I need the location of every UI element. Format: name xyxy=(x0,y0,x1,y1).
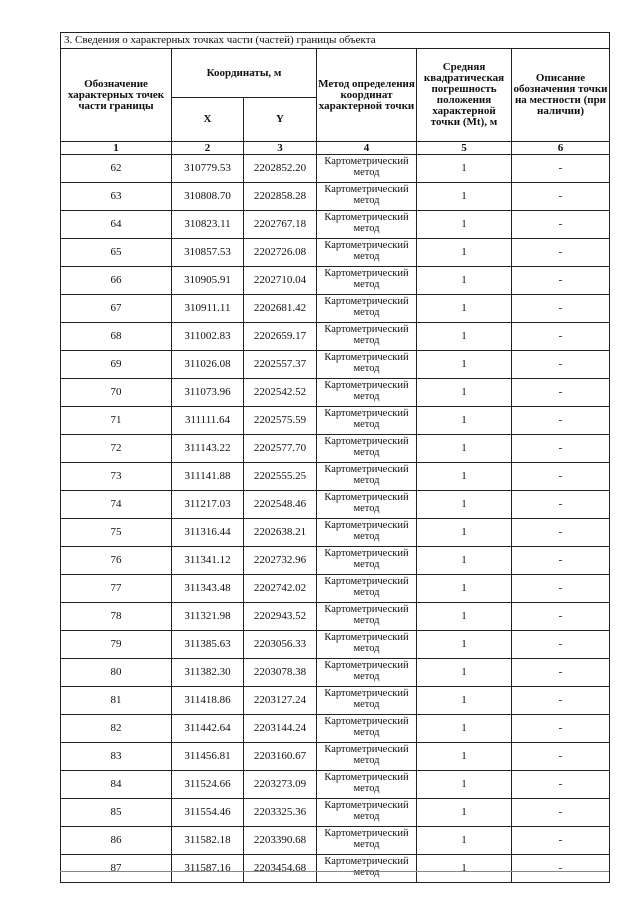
x-coordinate-cell: 311418.86 xyxy=(172,687,244,715)
error-cell: 1 xyxy=(417,211,512,239)
table-row xyxy=(61,827,610,855)
x-coordinate-cell: 311343.48 xyxy=(172,575,244,603)
error-cell: 1 xyxy=(417,183,512,211)
boundary-points-table xyxy=(60,32,610,883)
description-cell: - xyxy=(512,827,610,855)
point-id-cell: 64 xyxy=(61,211,172,239)
y-coordinate-cell: 2202548.46 xyxy=(244,491,317,519)
point-id-cell: 81 xyxy=(61,687,172,715)
point-id-cell: 71 xyxy=(61,407,172,435)
method-cell: Картометрический метод xyxy=(317,295,417,323)
point-id-cell: 67 xyxy=(61,295,172,323)
error-cell: 1 xyxy=(417,519,512,547)
point-id-cell: 87 xyxy=(61,855,172,883)
description-cell: - xyxy=(512,855,610,883)
method-cell: Картометрический метод xyxy=(317,603,417,631)
method-cell: Картометрический метод xyxy=(317,407,417,435)
table-row xyxy=(61,155,610,183)
error-cell: 1 xyxy=(417,547,512,575)
y-coordinate-cell: 2202858.28 xyxy=(244,183,317,211)
method-cell: Картометрический метод xyxy=(317,799,417,827)
header-method: Метод определения координат характерной точки xyxy=(317,49,417,142)
point-id-cell: 80 xyxy=(61,659,172,687)
table-row xyxy=(61,575,610,603)
y-coordinate-cell: 2203144.24 xyxy=(244,715,317,743)
description-cell: - xyxy=(512,183,610,211)
point-id-cell: 84 xyxy=(61,771,172,799)
header-x: X xyxy=(172,98,244,142)
x-coordinate-cell: 310823.11 xyxy=(172,211,244,239)
table-row xyxy=(61,799,610,827)
y-coordinate-cell: 2202767.18 xyxy=(244,211,317,239)
table-row xyxy=(61,603,610,631)
table-row xyxy=(61,183,610,211)
y-coordinate-cell: 2202575.59 xyxy=(244,407,317,435)
description-cell: - xyxy=(512,155,610,183)
table-row xyxy=(61,295,610,323)
column-number: 2 xyxy=(172,142,244,155)
description-cell: - xyxy=(512,435,610,463)
y-coordinate-cell: 2202681.42 xyxy=(244,295,317,323)
section-title: 3. Сведения о характерных точках части (частей) границы объекта xyxy=(61,33,610,49)
error-cell: 1 xyxy=(417,771,512,799)
method-cell: Картометрический метод xyxy=(317,323,417,351)
error-cell: 1 xyxy=(417,659,512,687)
error-cell: 1 xyxy=(417,267,512,295)
y-coordinate-cell: 2202577.70 xyxy=(244,435,317,463)
point-id-cell: 62 xyxy=(61,155,172,183)
description-cell: - xyxy=(512,239,610,267)
x-coordinate-cell: 311524.66 xyxy=(172,771,244,799)
description-cell: - xyxy=(512,575,610,603)
method-cell: Картометрический метод xyxy=(317,183,417,211)
description-cell: - xyxy=(512,211,610,239)
table-row xyxy=(61,379,610,407)
method-cell: Картометрический метод xyxy=(317,547,417,575)
x-coordinate-cell: 311217.03 xyxy=(172,491,244,519)
column-numbers-row xyxy=(61,142,610,155)
description-cell: - xyxy=(512,715,610,743)
column-number: 3 xyxy=(244,142,317,155)
description-cell: - xyxy=(512,463,610,491)
table-row xyxy=(61,211,610,239)
description-cell: - xyxy=(512,519,610,547)
x-coordinate-cell: 311141.88 xyxy=(172,463,244,491)
description-cell: - xyxy=(512,687,610,715)
header-coordinates: Координаты, м xyxy=(172,49,317,98)
error-cell: 1 xyxy=(417,715,512,743)
x-coordinate-cell: 311073.96 xyxy=(172,379,244,407)
table-row xyxy=(61,407,610,435)
y-coordinate-cell: 2202555.25 xyxy=(244,463,317,491)
x-coordinate-cell: 311456.81 xyxy=(172,743,244,771)
point-id-cell: 79 xyxy=(61,631,172,659)
description-cell: - xyxy=(512,743,610,771)
y-coordinate-cell: 2203160.67 xyxy=(244,743,317,771)
x-coordinate-cell: 311002.83 xyxy=(172,323,244,351)
error-cell: 1 xyxy=(417,743,512,771)
method-cell: Картометрический метод xyxy=(317,379,417,407)
error-cell: 1 xyxy=(417,603,512,631)
table-row xyxy=(61,659,610,687)
y-coordinate-cell: 2203273.09 xyxy=(244,771,317,799)
description-cell: - xyxy=(512,771,610,799)
error-cell: 1 xyxy=(417,855,512,883)
error-cell: 1 xyxy=(417,799,512,827)
x-coordinate-cell: 311582.18 xyxy=(172,827,244,855)
table-row xyxy=(61,267,610,295)
table-row xyxy=(61,239,610,267)
y-coordinate-cell: 2202557.37 xyxy=(244,351,317,379)
column-number: 5 xyxy=(417,142,512,155)
method-cell: Картометрический метод xyxy=(317,435,417,463)
y-coordinate-cell: 2203127.24 xyxy=(244,687,317,715)
error-cell: 1 xyxy=(417,239,512,267)
y-coordinate-cell: 2203056.33 xyxy=(244,631,317,659)
table-row xyxy=(61,463,610,491)
point-id-cell: 76 xyxy=(61,547,172,575)
error-cell: 1 xyxy=(417,155,512,183)
column-number: 1 xyxy=(61,142,172,155)
point-id-cell: 82 xyxy=(61,715,172,743)
y-coordinate-cell: 2203454.68 xyxy=(244,855,317,883)
table-row xyxy=(61,743,610,771)
error-cell: 1 xyxy=(417,351,512,379)
y-coordinate-cell: 2202710.04 xyxy=(244,267,317,295)
point-id-cell: 66 xyxy=(61,267,172,295)
y-coordinate-cell: 2202542.52 xyxy=(244,379,317,407)
description-cell: - xyxy=(512,323,610,351)
y-coordinate-cell: 2203078.38 xyxy=(244,659,317,687)
point-id-cell: 70 xyxy=(61,379,172,407)
x-coordinate-cell: 310911.11 xyxy=(172,295,244,323)
point-id-cell: 72 xyxy=(61,435,172,463)
method-cell: Картометрический метод xyxy=(317,771,417,799)
header-description: Описание обозначения точки на местности (при наличии) xyxy=(512,49,610,142)
error-cell: 1 xyxy=(417,407,512,435)
method-cell: Картометрический метод xyxy=(317,827,417,855)
point-id-cell: 75 xyxy=(61,519,172,547)
method-cell: Картометрический метод xyxy=(317,211,417,239)
table-row xyxy=(61,715,610,743)
table-row xyxy=(61,771,610,799)
x-coordinate-cell: 311026.08 xyxy=(172,351,244,379)
header-y: Y xyxy=(244,98,317,142)
point-id-cell: 63 xyxy=(61,183,172,211)
y-coordinate-cell: 2202852.20 xyxy=(244,155,317,183)
description-cell: - xyxy=(512,351,610,379)
y-coordinate-cell: 2202742.02 xyxy=(244,575,317,603)
table-row xyxy=(61,519,610,547)
footer-divider xyxy=(60,871,609,872)
method-cell: Картометрический метод xyxy=(317,463,417,491)
point-id-cell: 86 xyxy=(61,827,172,855)
method-cell: Картометрический метод xyxy=(317,491,417,519)
error-cell: 1 xyxy=(417,491,512,519)
table-row xyxy=(61,855,610,883)
description-cell: - xyxy=(512,547,610,575)
table-row xyxy=(61,687,610,715)
description-cell: - xyxy=(512,491,610,519)
x-coordinate-cell: 311442.64 xyxy=(172,715,244,743)
method-cell: Картометрический метод xyxy=(317,855,417,883)
table-body xyxy=(61,155,610,883)
point-id-cell: 74 xyxy=(61,491,172,519)
column-number: 4 xyxy=(317,142,417,155)
point-id-cell: 83 xyxy=(61,743,172,771)
x-coordinate-cell: 311111.64 xyxy=(172,407,244,435)
table-row xyxy=(61,631,610,659)
table-row xyxy=(61,351,610,379)
method-cell: Картометрический метод xyxy=(317,351,417,379)
header-error: Средняя квадратическая погрешность положения характерной точки (Mt), м xyxy=(417,49,512,142)
method-cell: Картометрический метод xyxy=(317,743,417,771)
method-cell: Картометрический метод xyxy=(317,715,417,743)
x-coordinate-cell: 310905.91 xyxy=(172,267,244,295)
description-cell: - xyxy=(512,799,610,827)
x-coordinate-cell: 310779.53 xyxy=(172,155,244,183)
error-cell: 1 xyxy=(417,323,512,351)
method-cell: Картометрический метод xyxy=(317,575,417,603)
x-coordinate-cell: 310808.70 xyxy=(172,183,244,211)
point-id-cell: 69 xyxy=(61,351,172,379)
description-cell: - xyxy=(512,407,610,435)
error-cell: 1 xyxy=(417,575,512,603)
description-cell: - xyxy=(512,631,610,659)
y-coordinate-cell: 2202732.96 xyxy=(244,547,317,575)
method-cell: Картометрический метод xyxy=(317,267,417,295)
method-cell: Картометрический метод xyxy=(317,239,417,267)
x-coordinate-cell: 311321.98 xyxy=(172,603,244,631)
y-coordinate-cell: 2202638.21 xyxy=(244,519,317,547)
header-point-designation: Обозначение характерных точек части границы xyxy=(61,49,172,142)
error-cell: 1 xyxy=(417,631,512,659)
description-cell: - xyxy=(512,659,610,687)
description-cell: - xyxy=(512,379,610,407)
point-id-cell: 65 xyxy=(61,239,172,267)
point-id-cell: 77 xyxy=(61,575,172,603)
x-coordinate-cell: 311587.16 xyxy=(172,855,244,883)
description-cell: - xyxy=(512,603,610,631)
y-coordinate-cell: 2202659.17 xyxy=(244,323,317,351)
x-coordinate-cell: 311382.30 xyxy=(172,659,244,687)
error-cell: 1 xyxy=(417,379,512,407)
column-number: 6 xyxy=(512,142,610,155)
point-id-cell: 78 xyxy=(61,603,172,631)
method-cell: Картометрический метод xyxy=(317,155,417,183)
table-row xyxy=(61,491,610,519)
error-cell: 1 xyxy=(417,463,512,491)
x-coordinate-cell: 311316.44 xyxy=(172,519,244,547)
y-coordinate-cell: 2202943.52 xyxy=(244,603,317,631)
method-cell: Картометрический метод xyxy=(317,687,417,715)
table-row xyxy=(61,435,610,463)
description-cell: - xyxy=(512,295,610,323)
y-coordinate-cell: 2203325.36 xyxy=(244,799,317,827)
method-cell: Картометрический метод xyxy=(317,659,417,687)
method-cell: Картометрический метод xyxy=(317,631,417,659)
point-id-cell: 68 xyxy=(61,323,172,351)
y-coordinate-cell: 2203390.68 xyxy=(244,827,317,855)
table-header xyxy=(61,33,610,155)
x-coordinate-cell: 311143.22 xyxy=(172,435,244,463)
error-cell: 1 xyxy=(417,435,512,463)
point-id-cell: 85 xyxy=(61,799,172,827)
error-cell: 1 xyxy=(417,295,512,323)
x-coordinate-cell: 311554.46 xyxy=(172,799,244,827)
error-cell: 1 xyxy=(417,827,512,855)
x-coordinate-cell: 311341.12 xyxy=(172,547,244,575)
point-id-cell: 73 xyxy=(61,463,172,491)
x-coordinate-cell: 311385.63 xyxy=(172,631,244,659)
x-coordinate-cell: 310857.53 xyxy=(172,239,244,267)
table-row xyxy=(61,547,610,575)
table-row xyxy=(61,323,610,351)
error-cell: 1 xyxy=(417,687,512,715)
y-coordinate-cell: 2202726.08 xyxy=(244,239,317,267)
description-cell: - xyxy=(512,267,610,295)
method-cell: Картометрический метод xyxy=(317,519,417,547)
